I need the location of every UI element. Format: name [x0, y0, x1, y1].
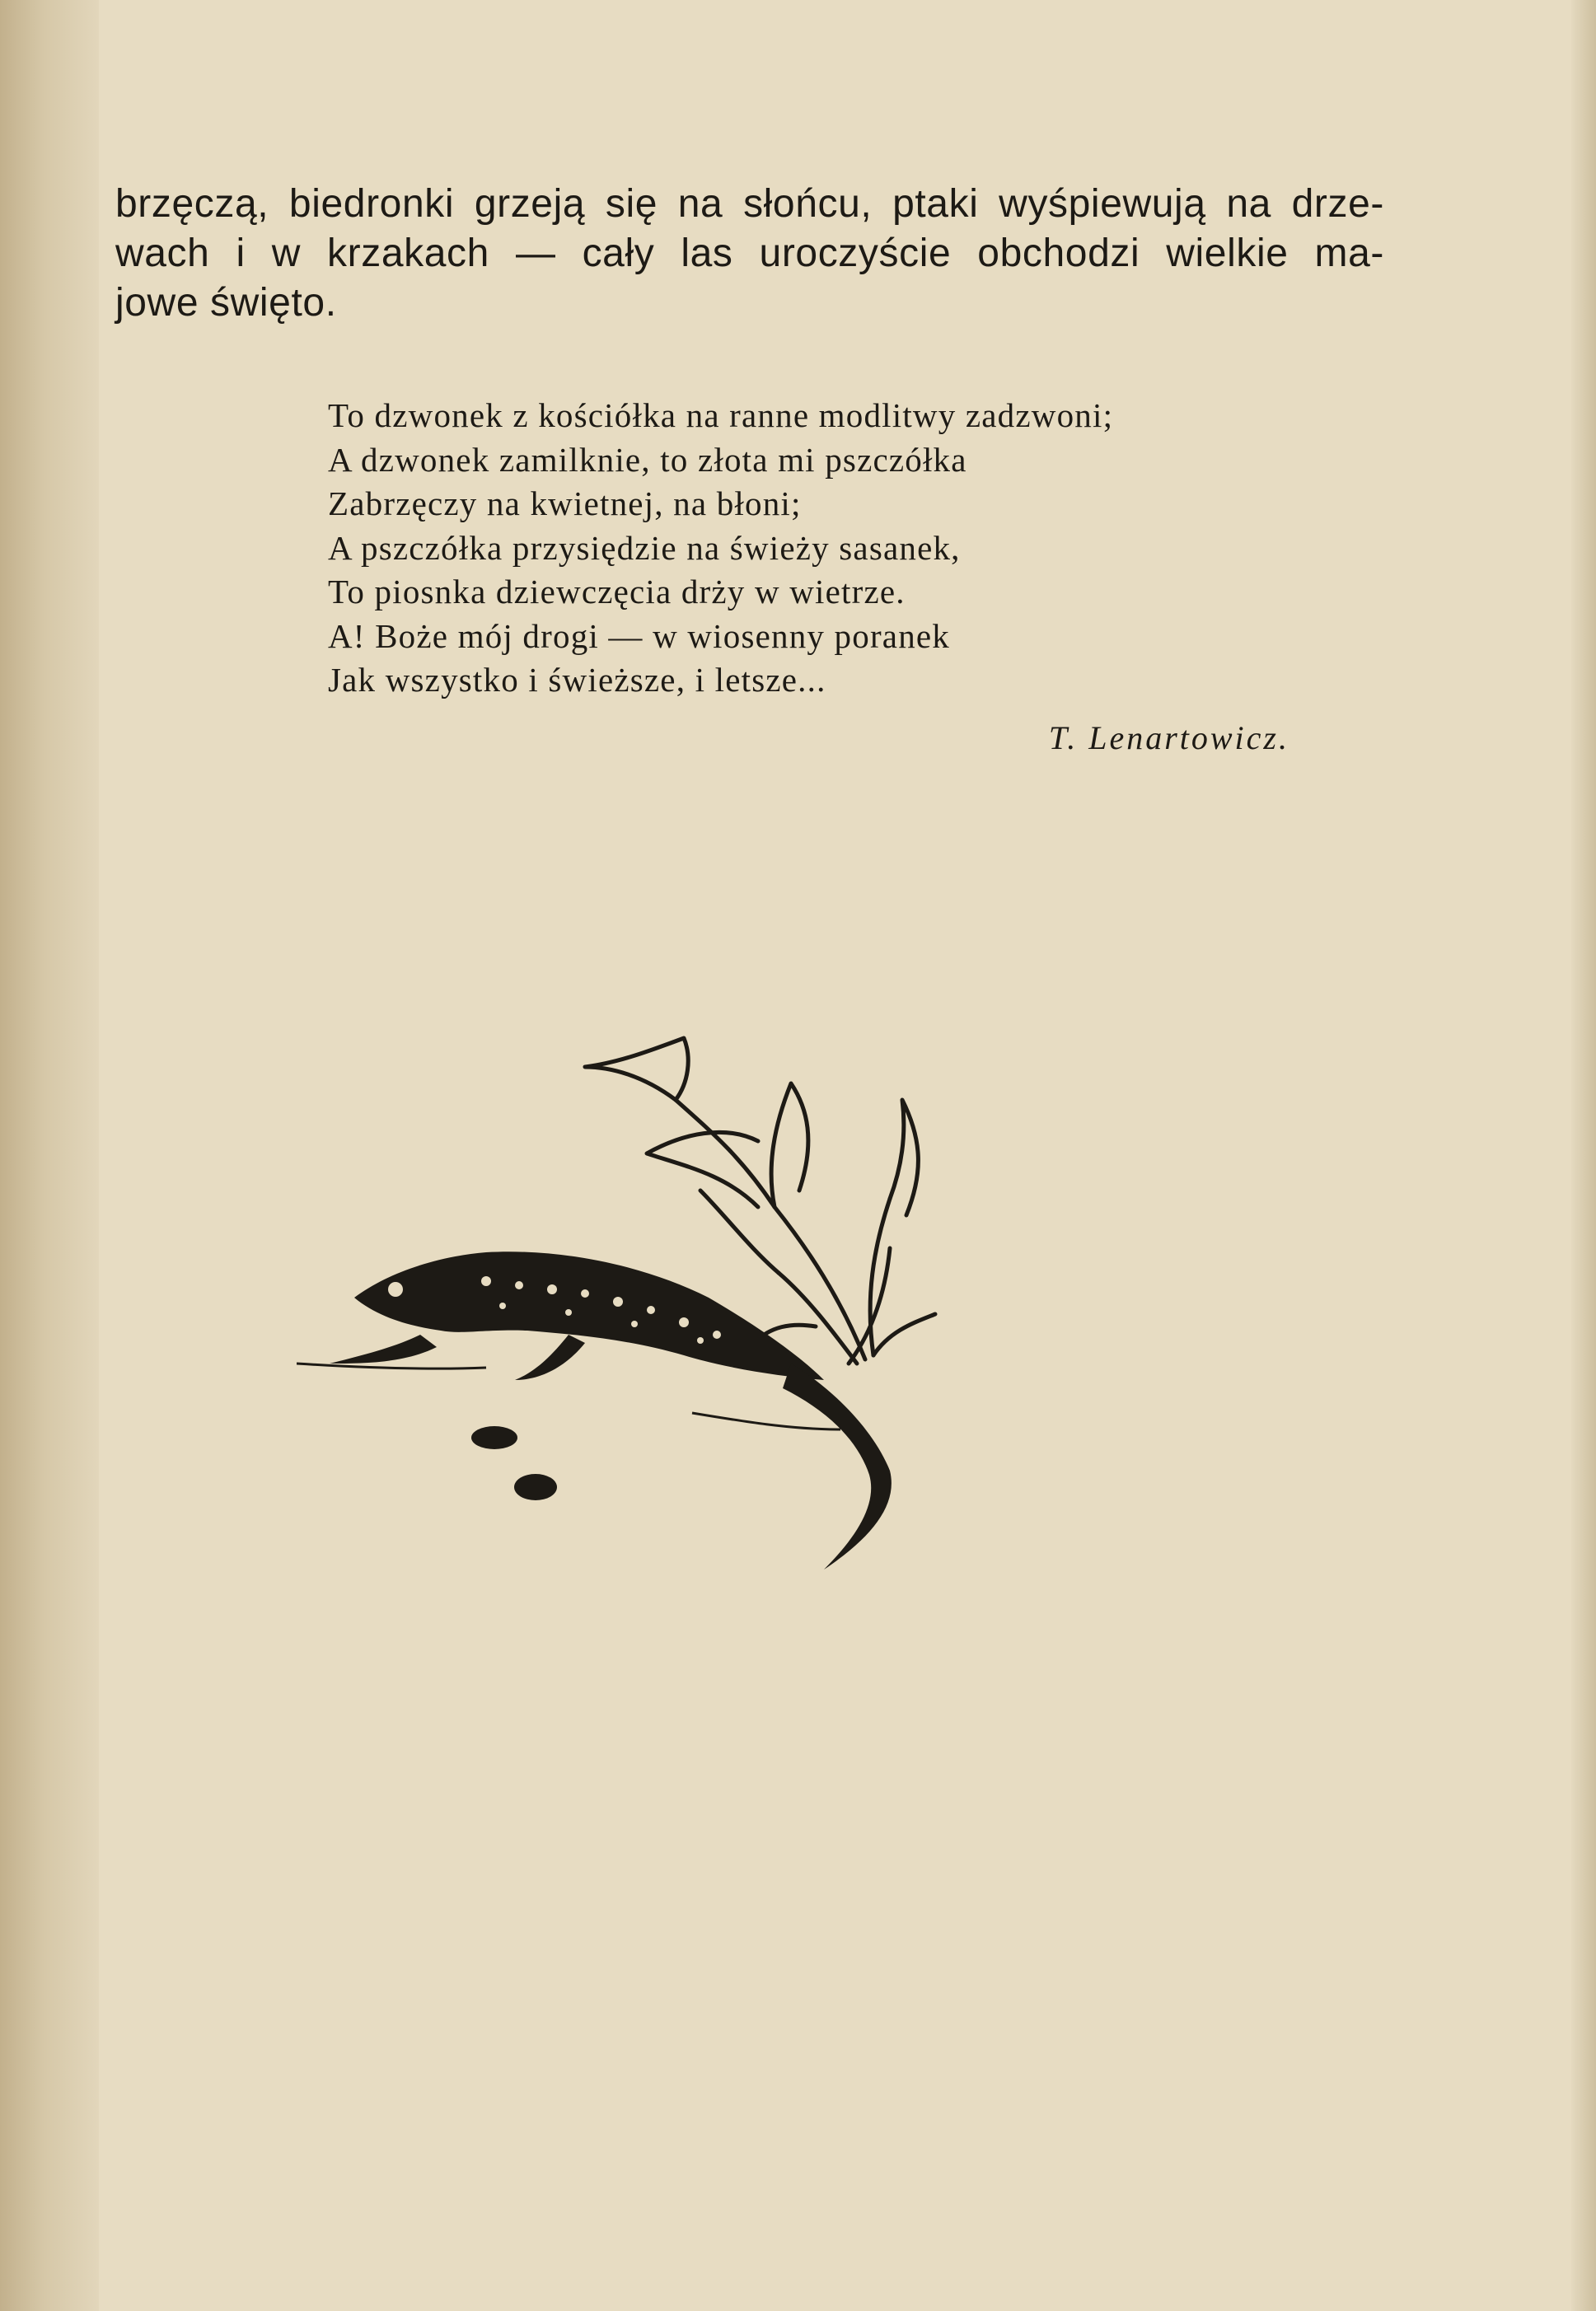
poem-stanza: [328, 394, 1251, 703]
plant-leaf: [647, 1132, 758, 1207]
poem-line: A! Boże mój drogi — w wiosenny poranek: [328, 616, 950, 655]
poem-line: To dzwonek z kościółka na ranne modlitwy zadzwoni;: [328, 396, 1114, 434]
plant-leaf: [890, 1100, 918, 1215]
prose-line: wach i w krzakach — cały las uroczyście obchodzi wielkie ma-: [115, 232, 1384, 275]
lizard-illustration: [297, 1001, 1079, 1615]
poem-line: Zabrzęczy na kwietnej, na błoni;: [328, 484, 802, 522]
plant-leaf: [585, 1038, 688, 1100]
lizard-body: [354, 1251, 824, 1380]
lizard-leg: [515, 1335, 585, 1380]
poem-line: To piosnka dziewczęcia drży w wietrze.: [328, 573, 906, 610]
lizard-tail: [783, 1364, 892, 1570]
page-edge: [1571, 0, 1596, 2311]
ground-line: [692, 1413, 840, 1429]
book-spine-shadow: [0, 0, 99, 2311]
poem-line: A pszczółka przysiędzie na świeży sasanek,: [328, 528, 961, 567]
plant-leaf: [873, 1314, 935, 1355]
lizard-leg: [330, 1335, 437, 1364]
prose-line: brzęczą, biedronki grzeją się na słońcu, ptaki wyśpiewują na drze-: [115, 182, 1384, 226]
lizard-eye: [388, 1282, 403, 1297]
pebble: [514, 1474, 557, 1500]
plant-leaf: [700, 1191, 779, 1273]
plant-leaf: [771, 1083, 808, 1207]
pebble: [471, 1426, 517, 1449]
poem-line: Jak wszystko i świeższe, i letsze...: [328, 661, 826, 699]
poem-line: A dzwonek zamilknie, to złota mi pszczółka: [328, 440, 967, 479]
prose-paragraph: [115, 180, 1384, 328]
prose-line: jowe święto.: [115, 281, 337, 325]
poem-author: T. Lenartowicz.: [1048, 719, 1289, 756]
ground-line: [297, 1364, 486, 1368]
